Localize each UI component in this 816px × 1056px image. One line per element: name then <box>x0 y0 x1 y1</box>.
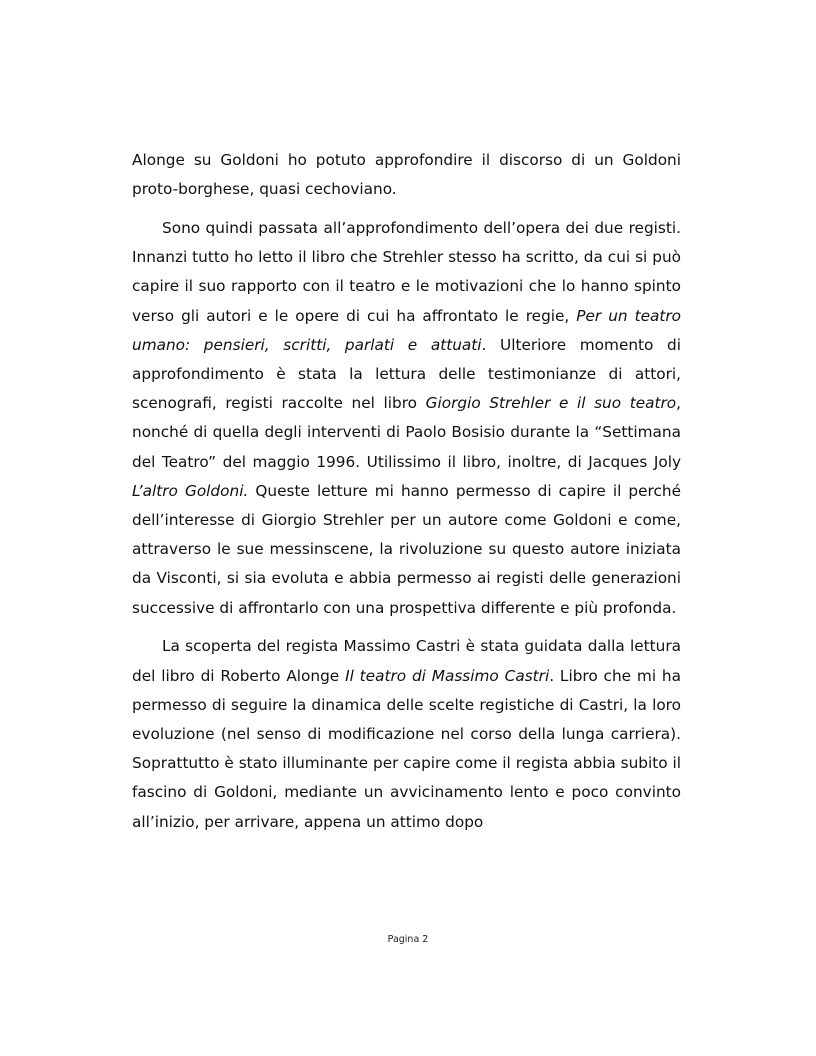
paragraph-2-text-4: Queste letture mi hanno permesso di capire il perché dell’interesse di Giorgio Strehler per un autore come Goldoni e come, attraverso le sue messinscene, la rivoluzione su questo autore iniziata da Visconti, si sia evoluta e abbia permesso ai registi delle generazioni successive di affrontarlo con una prospettiva differente e più profonda. <box>132 481 681 617</box>
paragraph-2-text-1: Sono quindi passata all’approfondimento dell’opera dei due registi. Innanzi tutto ho letto il libro che Strehler stesso ha scritto, da cui si può capire il suo rapporto con il teatro e le motivazioni che lo hanno spinto verso gli autori e le opere di cui ha affrontato le regie, <box>132 219 681 325</box>
paragraph-2-text-2: . Ulteriore momento di approfondimento è stata la lettura delle testimonianze di attori, scenografi, registi raccolte nel libro <box>132 335 681 413</box>
book-title-giorgio-strehler: Giorgio Strehler e il suo teatro <box>425 394 677 413</box>
paragraph-3-text-2: . Libro che mi ha permesso di seguire la dinamica delle scelte registiche di Castri, la loro evoluzione (nel senso di modificazione nel corso della lunga carriera). Soprattutto è stato illuminante per capire come il regista abbia subito il fascino di Goldoni, mediante un avvicinamento lento e poco convinto all’inizio, per arrivare, appena un attimo dopo <box>132 666 681 831</box>
paragraph-1 <box>132 146 681 204</box>
paragraph-2-text-3: , nonché di quella degli interventi di Paolo Bosisio durante la “Settimana del Teatro” del maggio 1996. Utilissimo il libro, inoltre, di Jacques Joly <box>132 394 681 471</box>
paragraph-3-text-1: La scoperta del regista Massimo Castri è stata guidata dalla lettura del libro di Roberto Alonge <box>132 637 681 685</box>
page-number-footer: Pagina 2 <box>387 934 429 945</box>
document-page <box>132 146 681 837</box>
paragraph-1-text: Alonge su Goldoni ho potuto approfondire il discorso di un Goldoni proto-borghese, quasi cechoviano. <box>132 151 681 199</box>
paragraph-2 <box>132 214 681 623</box>
book-title-laltro-goldoni: L’altro Goldoni. <box>132 481 249 500</box>
book-title-il-teatro-di-massimo-castri: Il teatro di Massimo Castri <box>345 666 550 685</box>
paragraph-3 <box>132 632 681 836</box>
book-title-per-un-teatro-umano: Per un teatro umano: pensieri, scritti, parlati e attuati <box>132 306 682 354</box>
